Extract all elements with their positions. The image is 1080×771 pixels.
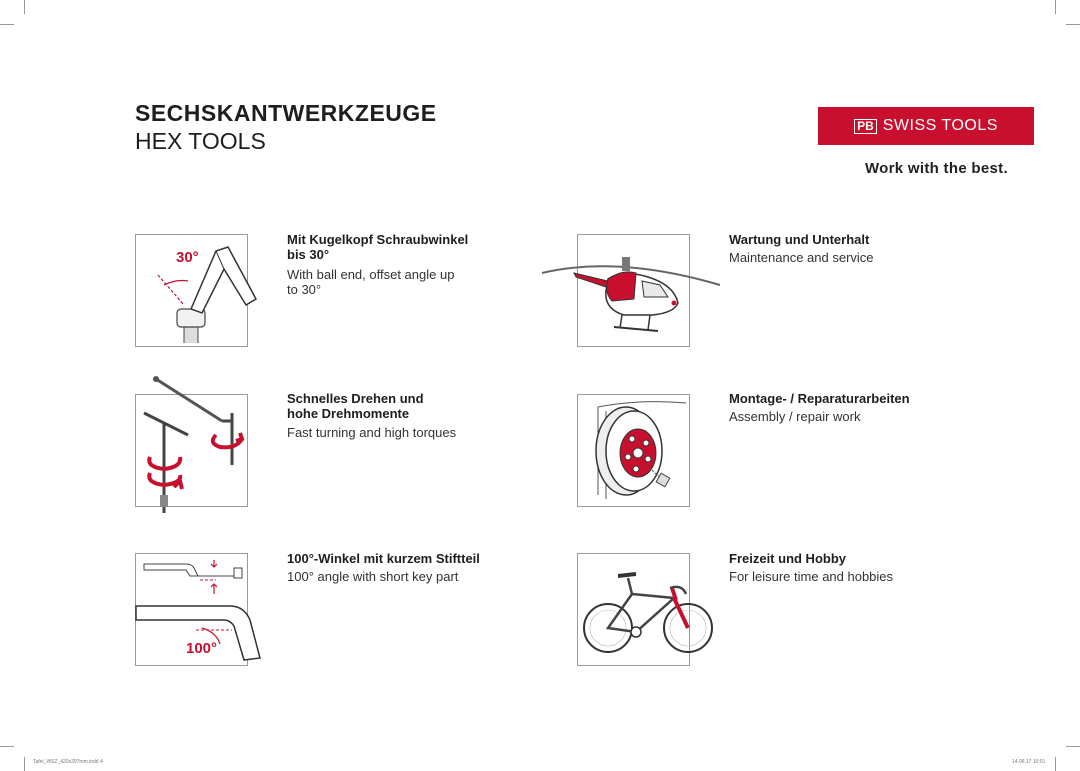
feature-subtitle: For leisure time and hobbies [729,569,894,584]
angle-label: 30° [176,249,199,266]
feature-title: 100°-Winkel mit kurzem Stiftteil [287,551,480,566]
hex-key-100-angle-icon [135,553,248,666]
bicycle-icon [577,553,690,666]
crop-mark [0,746,14,747]
feature-title: Wartung und Unterhalt [729,232,870,247]
brake-disc-icon [577,394,690,507]
logo-text: SWISS TOOLS [882,117,998,134]
ball-end-hex-key-icon [135,234,248,347]
brand-slogan: Work with the best. [865,160,1008,177]
feature-title: Freizeit und Hobby [729,551,846,566]
feature-title: Mit Kugelkopf Schraubwinkel bis 30° [287,232,469,262]
brand-logo [818,107,1034,145]
crop-mark [1066,746,1080,747]
crop-mark [0,24,14,25]
crop-mark [1066,24,1080,25]
feature-subtitle: Fast turning and high torques [287,425,457,440]
feature-subtitle: Maintenance and service [729,250,874,265]
crop-mark [24,0,25,14]
feature-subtitle: 100° angle with short key part [287,569,459,584]
feature-subtitle: With ball end, offset angle up to 30° [287,267,455,297]
t-handle-rotation-icon [135,394,248,507]
crop-mark [24,757,25,771]
file-slug: Tafel_WSZ_420x297mm.indd 4 [33,759,103,765]
angle-label: 100° [186,640,218,657]
crop-mark [1055,757,1056,771]
date-slug: 14.06.17 10:01 [1012,759,1046,765]
helicopter-icon [577,234,690,347]
feature-title: Schnelles Drehen und hohe Drehmomente [287,391,424,421]
feature-title: Montage- / Reparaturarbeiten [729,391,910,406]
logo-mark: PB [854,119,877,134]
page-title: SECHSKANTWERKZEUGE [135,100,437,126]
feature-subtitle: Assembly / repair work [729,409,861,424]
page-subtitle: HEX TOOLS [135,128,266,154]
crop-mark [1055,0,1056,14]
